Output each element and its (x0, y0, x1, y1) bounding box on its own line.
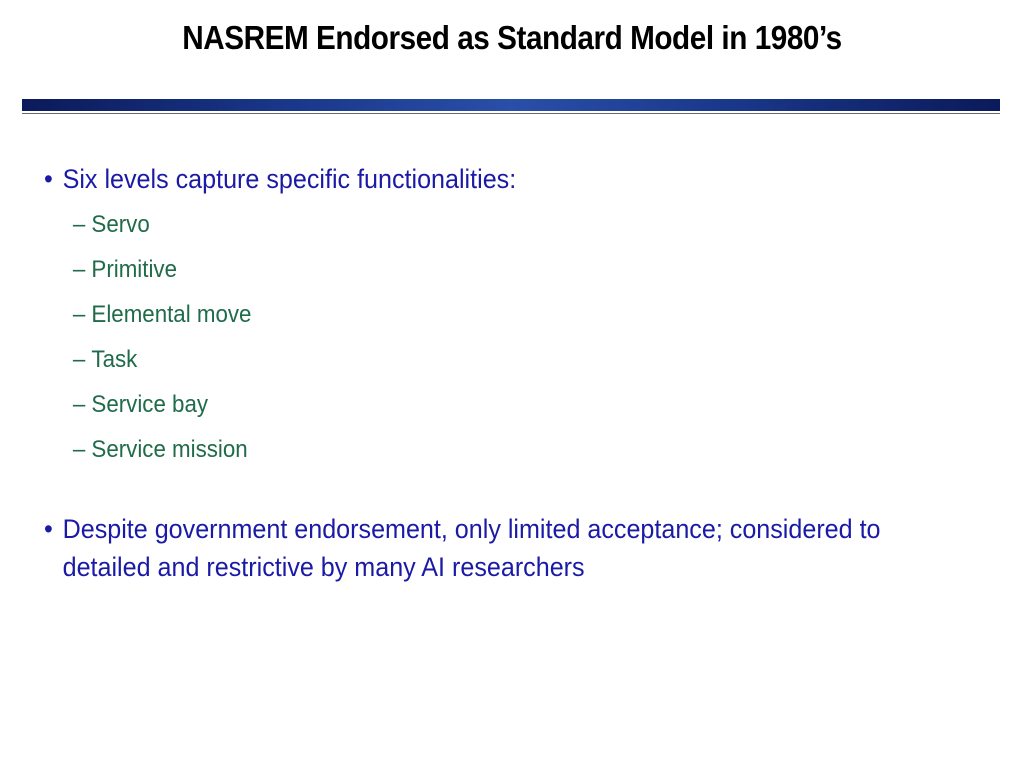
sub-bullet-text: Elemental move (91, 301, 252, 328)
bullet-item (44, 510, 918, 586)
slide-content (44, 160, 984, 586)
bullet-dot: • (44, 514, 53, 544)
sub-bullet-text: Servo (91, 211, 150, 238)
sub-bullet-text: Service bay (91, 391, 209, 418)
sub-bullet-dash: – (72, 301, 86, 328)
bullet-dot: • (44, 164, 53, 194)
sub-bullet-dash: – (72, 346, 86, 373)
bullet-item (44, 160, 918, 198)
sub-bullet-item (44, 247, 918, 292)
sub-bullet-item (44, 382, 918, 427)
sub-bullet-item (44, 202, 918, 247)
sub-bullet-item (44, 337, 918, 382)
title-divider-bar (22, 99, 1000, 111)
sub-bullet-text: Primitive (91, 256, 178, 283)
sub-bullet-dash: – (72, 256, 86, 283)
title-divider-line (22, 113, 1000, 114)
sub-bullet-dash: – (72, 436, 86, 463)
slide-title: NASREM Endorsed as Standard Model in 1980’s (182, 19, 842, 56)
sub-bullet-item (44, 292, 918, 337)
sub-bullet-dash: – (72, 211, 86, 238)
sub-bullet-text: Task (91, 346, 138, 373)
bullet-text: Despite government endorsement, only limited acceptance; considered to detailed and restrictive by many AI researchers (62, 514, 881, 582)
sub-bullet-dash: – (72, 391, 86, 418)
bullet-text: Six levels capture specific functionalities: (62, 164, 517, 194)
sub-bullet-text: Service mission (91, 436, 248, 463)
sub-bullet-list (44, 202, 984, 472)
sub-bullet-item (44, 427, 918, 472)
